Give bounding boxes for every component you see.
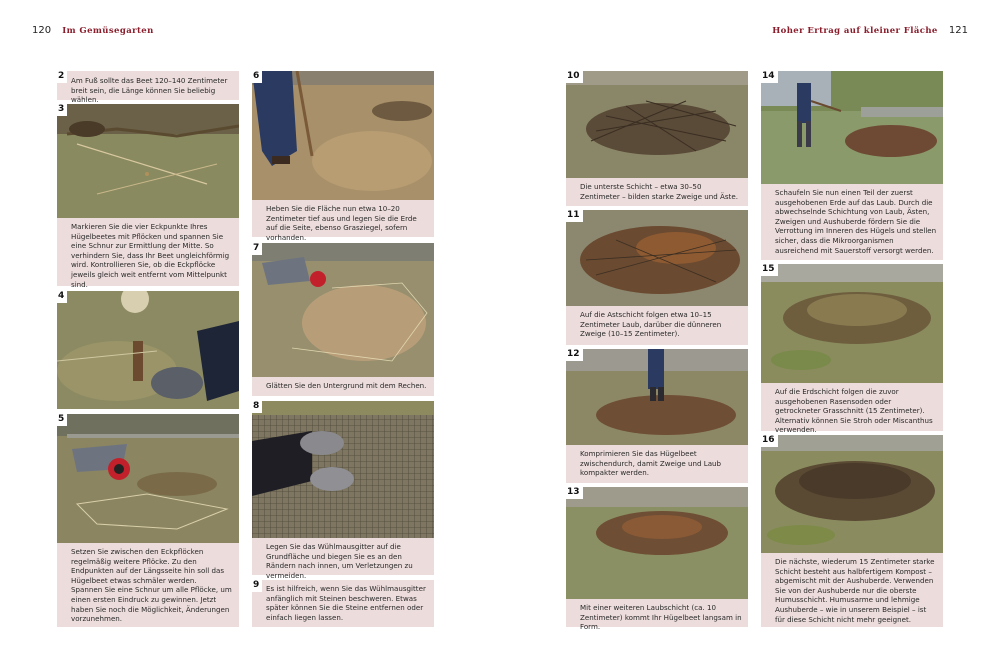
step-caption: Legen Sie das Wühlmausgitter auf die Grundfläche und biegen Sie es an den Rändern nach innen, um Verletzungen zu vermeiden.	[252, 538, 434, 575]
step-photo-shoveling	[761, 71, 943, 184]
step-number: 15	[761, 264, 778, 276]
left-page-header	[32, 25, 154, 36]
step-number: 8	[252, 401, 262, 413]
step-number: 14	[761, 71, 778, 83]
step-photo-hammering-peg	[57, 291, 239, 409]
step-number: 5	[57, 414, 67, 426]
step-number: 11	[566, 210, 583, 222]
step-number: 10	[566, 71, 583, 83]
step-photo-compost-layer	[761, 435, 943, 553]
step-caption: Mit einer weiteren Laubschicht (ca. 10 Zentimeter) kommt Ihr Hügelbeet langsam in Form.	[566, 599, 748, 627]
step-photo-digging	[252, 71, 434, 200]
step-number: 2	[57, 71, 67, 83]
step-photo-marking-corners	[57, 104, 239, 218]
right-page-header	[772, 25, 968, 36]
step-photo-mesh-grid	[252, 401, 434, 538]
step-photo-compressing	[566, 349, 748, 445]
step-caption: Es ist hilfreich, wenn Sie das Wühlmausgitter anfänglich mit Steinen beschweren. Etwas später können Sie die Steine entfernen oder einfach liegen lassen.	[252, 580, 434, 627]
step-caption: Schaufeln Sie nun einen Teil der zuerst ausgehobenen Erde auf das Laub. Durch die abwechselnde Schichtung von Laub, Ästen, Zweigen und Aushuberde fördern Sie die Verrottung im Inneren des Hügels und stellen sicher, dass die Mikroorganismen ausreichend mit Sauerstoff versorgt werden.	[761, 184, 943, 260]
step-caption: Heben Sie die Fläche nun etwa 10–20 Zentimeter tief aus und legen Sie die Erde auf die Seite, ebenso Grasziegel, sofern vorhanden.	[252, 200, 434, 237]
step-caption: Glätten Sie den Untergrund mit dem Rechen.	[252, 377, 434, 396]
step-number: 6	[252, 71, 262, 83]
step-number: 12	[566, 349, 583, 361]
step-number: 4	[57, 291, 67, 303]
left-section-title: Im Gemüsegarten	[62, 26, 154, 36]
right-page-number: 121	[948, 25, 968, 36]
step-photo-smoothed-ground	[252, 243, 434, 377]
step-caption: Die nächste, wiederum 15 Zentimeter starke Schicht besteht aus halbfertigem Kompost – abgemischt mit der Aushuberde. Verwenden Sie von der Aushuberde nur die oberste Humusschicht. Humusarme und lehmige Aushuberde – wie in unserem Beispiel – ist für diese Schicht nicht mehr geeignet.	[761, 553, 943, 627]
step-caption: Komprimieren Sie das Hügelbeet zwischendurch, damit Zweige und Laub kompakter werden.	[566, 445, 748, 483]
step-number: 7	[252, 243, 262, 255]
step-photo-grass-layer	[761, 264, 943, 383]
step-caption: Die unterste Schicht – etwa 30–50 Zentimeter – bilden starke Zweige und Äste.	[566, 178, 748, 206]
step-caption: Setzen Sie zwischen den Eckpflöcken regelmäßig weitere Pflöcke. Zu den Endpunkten auf der Längsseite hin soll das Hügelbeet etwas schmäler werden. Spannen Sie eine Schnur um alle Pflöcke, um einen ersten Eindruck zu gewinnen. Jetzt haben Sie noch die Möglichkeit, Änderungen vorzunehmen.	[57, 543, 239, 627]
step-number: 16	[761, 435, 778, 447]
left-page-number: 120	[32, 25, 52, 36]
step-photo-leaf-layer	[566, 210, 748, 306]
step-photo-string-around-pegs	[57, 414, 239, 543]
step-photo-branch-layer	[566, 71, 748, 178]
step-caption: Auf die Erdschicht folgen die zuvor ausgehobenen Rasensoden oder getrockneter Grasschnitt (15 Zentimeter). Alternativ können Sie Stroh oder Miscanthus verwenden.	[761, 383, 943, 431]
step-caption: Markieren Sie die vier Eckpunkte Ihres Hügelbeetes mit Pflöcken und spannen Sie eine Schnur zur Ermittlung der Mitte. So verhindern Sie, dass Ihr Beet ungleichförmig wird. Kontrollieren Sie, ob die Eckpflöcke jeweils gleich weit entfernt vom Mittelpunkt sind.	[57, 218, 239, 286]
step-number: 9	[252, 580, 262, 592]
step-number: 3	[57, 104, 67, 116]
right-section-title: Hoher Ertrag auf kleiner Fläche	[772, 26, 938, 36]
step-number: 13	[566, 487, 583, 499]
step-caption: Auf die Astschicht folgen etwa 10–15 Zentimeter Laub, darüber die dünneren Zweige (10–15 Zentimeter).	[566, 306, 748, 345]
step-photo-more-leaves	[566, 487, 748, 599]
step-caption: Am Fuß sollte das Beet 120–140 Zentimeter breit sein, die Länge können Sie beliebig wählen.	[57, 71, 239, 100]
